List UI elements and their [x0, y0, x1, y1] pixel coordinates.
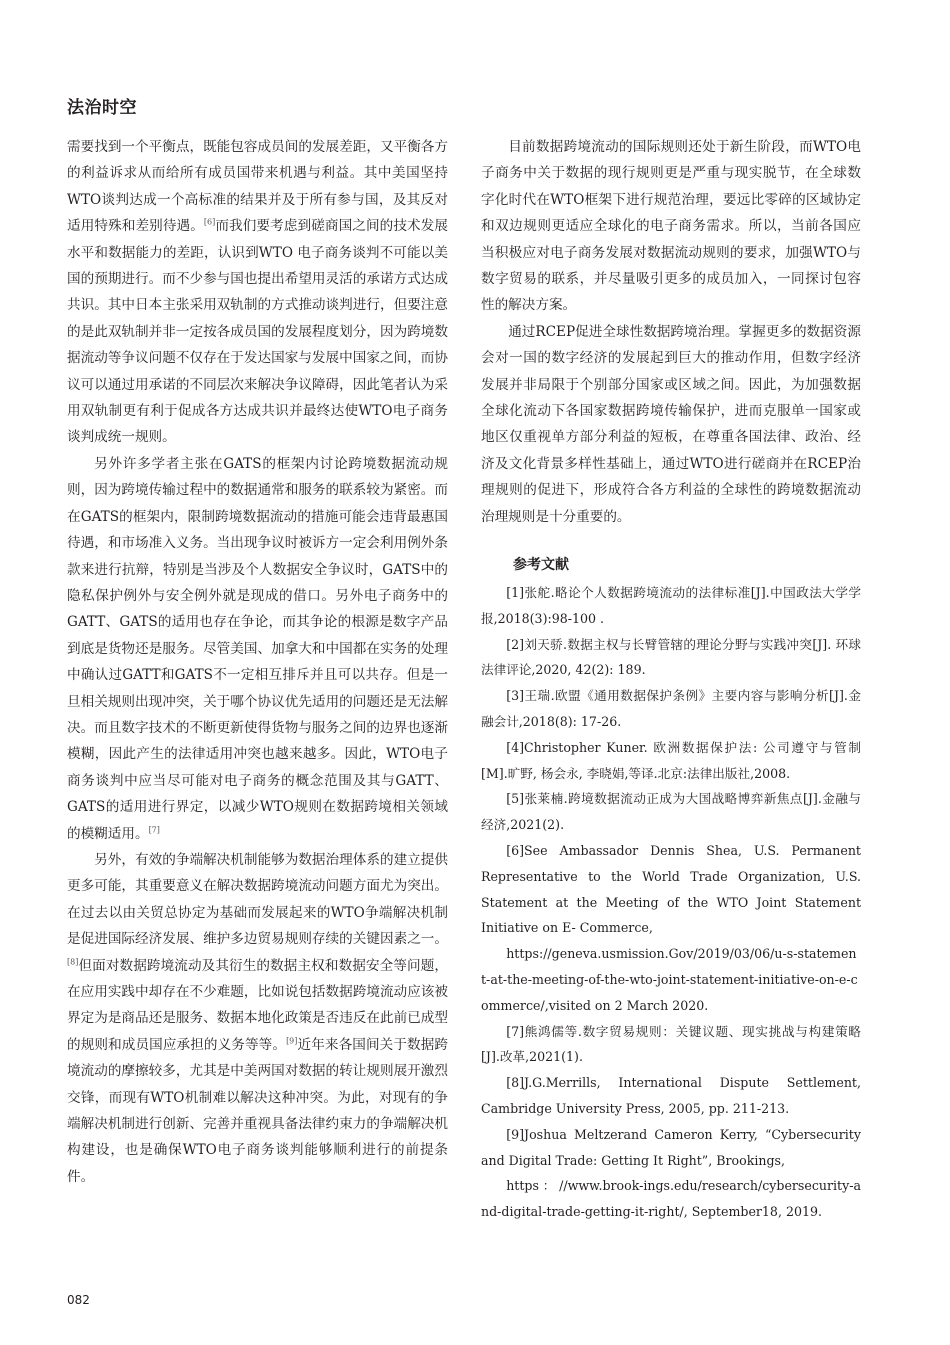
reference-item: [2]刘天骄.数据主权与长臂管辖的理论分野与实践冲突[J]. 环球法律评论,2020, 42(2): 189. [481, 636, 861, 678]
paragraph: 通过RCEP促进全球性数据跨境治理。掌握更多的数据资源会对一国的数字经济的发展起到巨大的推动作用，但数字经济发展并非局限于个别部分国家或区域之间。因此，为加强数据全球化流动下各国家数据跨境传输保护，进而克服单一国家或地区仅重视单方部分利益的短板，在尊重各国法律、政治、经济及文化背景多样性基础上，通过WTO进行磋商并在RCEP治理规则的促进下，形成符合各方利益的全球性的跨境数据流动治理规则是十分重要的。 [481, 323, 861, 525]
references-heading: 参考文献 [513, 557, 569, 574]
reference-url[interactable]: https://geneva.usmission.Gov/2019/03/06/u-s-statement-at-the-meeting-of-the-wto-joint-statement-initiative-on-e-commerce/,visited on 2 March 2020. [481, 946, 858, 1013]
reference-item: [4]Christopher Kuner. 欧洲数据保护法: 公司遵守与管制[M].旷野, 杨会永, 李晓娟,等译.北京:法律出版社,2008. [481, 739, 861, 781]
paragraph: 目前数据跨境流动的国际规则还处于新生阶段，而WTO电子商务中关于数据的现行规则更是严重与现实脱节，在全球数字化时代在WTO框架下进行规范治理，要远比零碎的区域协定和双边规则更适应全球化的电子商务需求。所以，当前各国应当积极应对电子商务发展对数据流动规则的要求，加强WTO与数字贸易的联系，并尽量吸引更多的成员加入，一同探讨包容性的解决方案。 [481, 139, 861, 314]
reference-item: [3]王瑞.欧盟《通用数据保护条例》主要内容与影响分析[J].金融会计,2018(8): 17-26. [481, 688, 861, 730]
reference-item: [7]熊鸿儒等.数字贸易规则：关键议题、现实挑战与构建策略[J].改革,2021(1). [481, 1023, 861, 1065]
reference-item: [8]J.G.Merrills, International Dispute Settlement, Cambridge University Press, 2005, pp. 211-213. [481, 1075, 861, 1117]
reference-url[interactable]: https：//www.brook-ings.edu/research/cybersecurity-and-digital-trade-getting-it-right/, September18, 2019. [481, 1178, 861, 1220]
left-column [67, 134, 448, 1190]
right-column [481, 134, 861, 1225]
footnote-ref: [9] [286, 1036, 298, 1046]
reference-item: [6]See Ambassador Dennis Shea, U.S. Permanent Representative to the World Trade Organization, U.S. Statement at the Meeting of the WTO Joint Statement Initiative on E- Commerce, [481, 843, 861, 936]
footnote-ref: [8] [67, 957, 79, 967]
footnote-ref: [6] [203, 217, 216, 227]
section-title: 法治时空 [67, 98, 137, 118]
paragraph: 另外，有效的争端解决机制能够为数据治理体系的建立提供更多可能，其重要意义在解决数据跨境流动问题方面尤为突出。在过去以由关贸总协定为基础而发展起来的WTO争端解决机制是促进国际经济发展、维护多边贸易规则存续的关键因素之一。[8]但面对数据跨境流动及其衍生的数据主权和数据安全等问题，在应用实践中却存在不少难题，比如说包括数据跨境流动应该被界定为是商品还是服务、数据本地化政策是否违反在此前已成型的规则和成员国应承担的义务等等。[9]近年来各国间关于数据跨境流动的摩擦较多，尤其是中美两国对数据的转让规则展开激烈交锋，而现有WTO机制难以解决这种冲突。为此，对现有的争端解决机制进行创新、完善并重视具备法律约束力的争端解决机构建设，也是确保WTO电子商务谈判能够顺利进行的前提条件。 [67, 851, 449, 1185]
paragraph: 需要找到一个平衡点，既能包容成员间的发展差距，又平衡各方的利益诉求从而给所有成员国带来机遇与利益。其中美国坚持WTO谈判达成一个高标准的结果并及于所有参与国，及其反对适用特殊和差别待遇。[6]而我们要考虑到磋商国之间的技术发展水平和数据能力的差距，认识到WTO 电子商务谈判不可能以美国的预期进行。而不少参与国也提出希望用灵活的承诺方式达成共识。其中日本主张采用双轨制的方式推动谈判进行，但要注意的是此双轨制并非一定按各成员国的发展程度划分，因为跨境数据流动等争议问题不仅存在于发达国家与发展中国家之间，而协议可以通过用承诺的不同层次来解决争议障碍，因此笔者认为采用双轨制更有利于促成各方达成共识并最终达使WTO电子商务谈判成统一规则。 [67, 139, 449, 446]
reference-item: [1]张舵.略论个人数据跨境流动的法律标准[J].中国政法大学学报,2018(3):98-100 . [481, 585, 861, 626]
footnote-ref: [7] [148, 825, 160, 835]
reference-item: [5]张莱楠.跨境数据流动正成为大国战略博弈新焦点[J].金融与经济,2021(2). [481, 791, 861, 833]
reference-item: [9]Joshua Meltzerand Cameron Kerry, “Cybersecurity and Digital Trade: Getting It Right”, Brookings, [481, 1126, 861, 1168]
page-number: 082 [67, 1293, 90, 1307]
paragraph: 另外许多学者主张在GATS的框架内讨论跨境数据流动规则，因为跨境传输过程中的数据通常和服务的联系较为紧密。而在GATS的框架内，限制跨境数据流动的措施可能会违背最惠国待遇，和市场准入义务。当出现争议时被诉方一定会利用例外条款来进行抗辩，特别是当涉及个人数据安全争议时，GATS中的隐私保护例外与安全例外就是现成的借口。另外电子商务中的GATT、GATS的适用也存在争论，而其争论的根源是数字产品到底是货物还是服务。尽管美国、加拿大和中国都在实务的处理中确认过GATT和GATS不一定相互排斥并且可以共存。但是一旦相关规则出现冲突，关于哪个协议优先适用的问题还是无法解决。而且数字技术的不断更新使得货物与服务之间的边界也逐渐模糊，因此产生的法律适用冲突也越来越多。因此，WTO电子商务谈判中应当尽可能对电子商务的概念范围及其与GATT、GATS的适用进行界定，以减少WTO规则在数据跨境相关领域的模糊适用。[7] [67, 455, 448, 842]
